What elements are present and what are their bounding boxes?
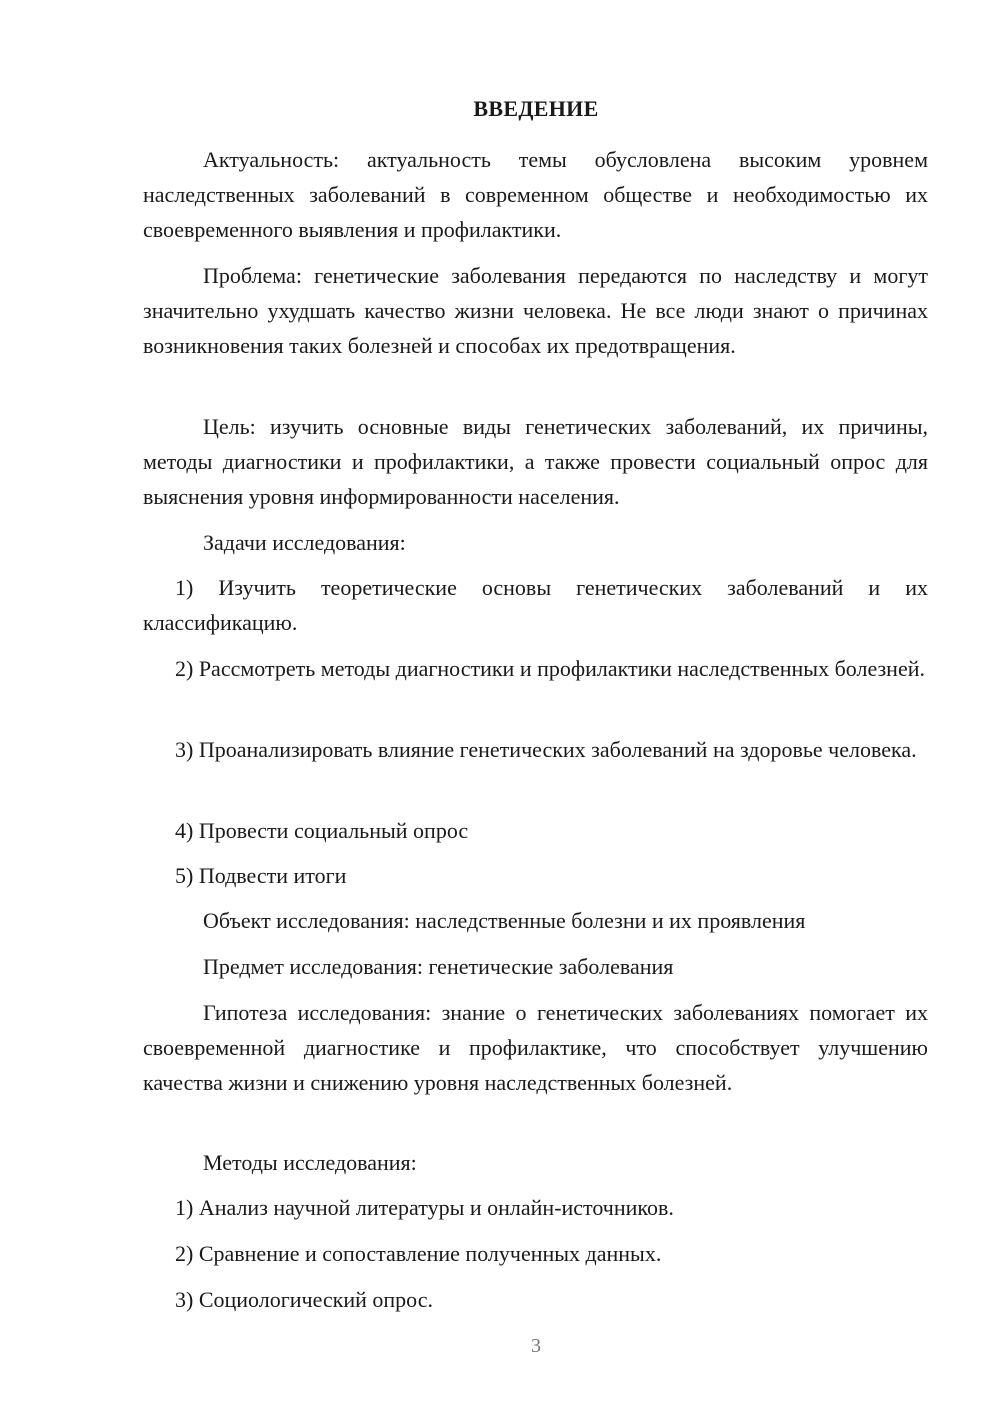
list-item-task-2: 2) Рассмотреть методы диагностики и профилактики наследственных болезней. [175, 656, 925, 681]
paragraph-problem: Проблема: генетические заболевания передаются по наследству и могут значительно ухудшать качество жизни человека. Не все люди знают о причинах возникновения таких болезней и способах их предотвращения. [143, 263, 928, 358]
list-item-task-4: 4) Провести социальный опрос [175, 818, 469, 843]
list-item-task-5: 5) Подвести итоги [175, 863, 347, 888]
list-item-task-3: 3) Проанализировать влияние генетических заболеваний на здоровье человека. [175, 737, 917, 762]
list-item-method-2: 2) Сравнение и сопоставление полученных данных. [175, 1241, 662, 1266]
list-item-task-1: 1) Изучить теоретические основы генетических заболеваний и их классификацию. [143, 575, 928, 635]
paragraph-object: Объект исследования: наследственные болезни и их проявления [203, 908, 806, 933]
paragraph-methods-heading: Методы исследования: [203, 1150, 417, 1175]
paragraph-goal: Цель: изучить основные виды генетических заболеваний, их причины, методы диагностики и профилактики, а также провести социальный опрос для выяснения уровня информированности населения. [143, 414, 928, 509]
paragraph-hypothesis: Гипотеза исследования: знание о генетических заболеваниях помогает их своевременной диагностике и профилактике, что способствует улучшению качества жизни и снижению уровня наследственных болезней. [143, 1000, 928, 1095]
page-number: 3 [531, 1335, 541, 1357]
page-title: ВВЕДЕНИЕ [473, 96, 599, 121]
list-item-method-3: 3) Социологический опрос. [175, 1287, 433, 1312]
list-item-method-1: 1) Анализ научной литературы и онлайн-источников. [175, 1195, 674, 1220]
paragraph-relevance: Актуальность: актуальность темы обусловлена высоким уровнем наследственных заболеваний в современном обществе и необходимостью их своевременного выявления и профилактики. [143, 147, 928, 242]
paragraph-subject: Предмет исследования: генетические заболевания [203, 954, 674, 979]
paragraph-tasks-heading: Задачи исследования: [203, 530, 406, 555]
